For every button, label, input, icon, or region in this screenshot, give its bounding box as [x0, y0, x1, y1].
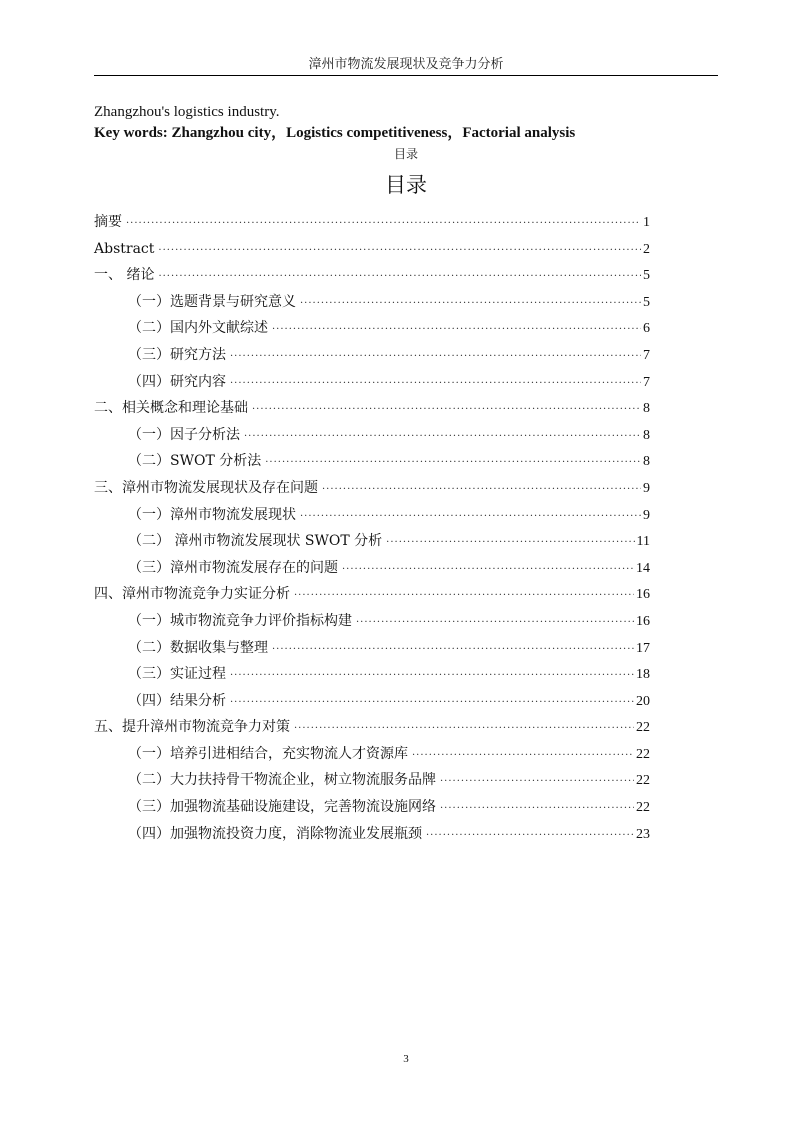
toc-entry[interactable]	[94, 581, 650, 608]
toc-entry-page-number: 23	[636, 826, 650, 842]
toc-entry-page-number: 7	[643, 374, 650, 390]
toc-entry-page-number: 8	[643, 401, 650, 417]
toc-dot-leader	[294, 716, 634, 743]
toc-entry-label: （一）因子分析法	[128, 426, 240, 443]
toc-entry[interactable]	[94, 395, 650, 422]
toc-entry[interactable]	[94, 422, 650, 449]
toc-entry-label: （三）加强物流基础设施建设，完善物流设施网络	[128, 799, 436, 816]
toc-entry-page-number: 16	[636, 587, 650, 603]
toc-entry-page-number: 1	[643, 215, 650, 230]
toc-entry-label: （二）大力扶持骨干物流企业，树立物流服务品牌	[128, 772, 436, 789]
toc-dot-leader	[158, 238, 641, 265]
toc-entry-page-number: 8	[643, 454, 650, 470]
toc-dot-leader	[300, 504, 641, 531]
toc-entry[interactable]	[94, 369, 650, 396]
toc-entry-page-number: 6	[643, 321, 650, 337]
toc-entry[interactable]	[94, 635, 650, 662]
toc-entry[interactable]	[94, 475, 650, 502]
toc-dot-leader	[265, 450, 641, 477]
toc-dot-leader	[356, 610, 634, 637]
toc-entry-page-number: 2	[643, 241, 650, 257]
toc-entry[interactable]	[94, 448, 650, 475]
abstract-closing-line: Zhangzhou's logistics industry.	[94, 104, 280, 120]
toc-entry-label: 二、相关概念和理论基础	[94, 400, 248, 417]
header-divider	[94, 75, 718, 76]
toc-dot-leader	[126, 211, 641, 238]
toc-entry-page-number: 5	[643, 268, 650, 284]
toc-entry[interactable]	[94, 608, 650, 635]
toc-dot-leader	[230, 663, 634, 690]
toc-dot-leader	[440, 796, 634, 823]
toc-entry-page-number: 22	[636, 720, 650, 736]
toc-entry-page-number: 5	[643, 294, 650, 310]
toc-dot-leader	[322, 477, 641, 504]
toc-dot-leader	[230, 371, 641, 398]
toc-entry-label: （二）数据收集与整理	[128, 639, 268, 656]
toc-entry-label: （四）研究内容	[128, 373, 226, 390]
toc-entry[interactable]	[94, 741, 650, 768]
toc-entry-page-number: 17	[636, 640, 650, 656]
toc-entry[interactable]	[94, 528, 650, 555]
toc-entry[interactable]	[94, 502, 650, 529]
toc-dot-leader	[158, 264, 641, 291]
toc-entry-label: （一）选题背景与研究意义	[128, 293, 296, 310]
toc-entry-label: （二）国内外文献综述	[128, 320, 268, 337]
toc-entry[interactable]	[94, 688, 650, 715]
toc-entry-label: （三）漳州市物流发展存在的问题	[128, 559, 338, 576]
toc-entry-label: （三）研究方法	[128, 346, 226, 363]
toc-dot-leader	[272, 637, 634, 664]
toc-entry-page-number: 9	[643, 480, 650, 496]
toc-entry-page-number: 22	[636, 746, 650, 762]
toc-entry-page-number: 16	[636, 613, 650, 629]
toc-entry-label: （二）SWOT 分析法	[128, 453, 262, 470]
toc-entry[interactable]	[94, 209, 650, 236]
toc-entry-label: 五、提升漳州市物流竞争力对策	[94, 719, 290, 736]
toc-dot-leader	[440, 769, 634, 796]
toc-entry[interactable]	[94, 342, 650, 369]
toc-entry-label: Abstract	[94, 240, 155, 257]
toc-entry[interactable]	[94, 821, 650, 848]
toc-entry[interactable]	[94, 315, 650, 342]
toc-dot-leader	[272, 317, 641, 344]
toc-entry-label: 三、漳州市物流发展现状及存在问题	[94, 479, 318, 496]
toc-dot-leader	[230, 344, 641, 371]
toc-dot-leader	[426, 823, 634, 850]
toc-entry-page-number: 9	[643, 507, 650, 523]
running-header: 漳州市物流发展现状及竞争力分析	[308, 57, 504, 72]
toc-entry-label: （四）结果分析	[128, 692, 226, 709]
toc-entry-label: （四）加强物流投资力度，消除物流业发展瓶颈	[128, 825, 422, 842]
toc-entry-page-number: 22	[636, 773, 650, 789]
toc-entry[interactable]	[94, 714, 650, 741]
toc-entry-label: （一）城市物流竞争力评价指标构建	[128, 612, 352, 629]
table-of-contents	[94, 209, 650, 847]
toc-entry-label: （三）实证过程	[128, 666, 226, 683]
toc-dot-leader	[294, 583, 634, 610]
toc-entry[interactable]	[94, 661, 650, 688]
toc-entry-page-number: 22	[636, 800, 650, 816]
toc-entry-label: 摘要	[94, 214, 122, 230]
toc-entry[interactable]	[94, 767, 650, 794]
toc-title: 目录	[385, 173, 427, 197]
toc-entry-label: 一、 绪论	[94, 267, 155, 284]
toc-entry-page-number: 8	[643, 427, 650, 443]
toc-dot-leader	[342, 557, 634, 584]
toc-dot-leader	[252, 397, 641, 424]
toc-dot-leader	[244, 424, 641, 451]
toc-entry-label: （一）漳州市物流发展现状	[128, 506, 296, 523]
toc-entry-label: 四、漳州市物流竞争力实证分析	[94, 586, 290, 603]
keywords-line: Key words: Zhangzhou city，Logistics competitiveness，Factorial analysis	[94, 125, 576, 141]
toc-entry-label: （二） 漳州市物流发展现状 SWOT 分析	[128, 533, 383, 550]
toc-entry-page-number: 11	[636, 534, 650, 550]
toc-dot-leader	[230, 690, 634, 717]
toc-dot-leader	[412, 743, 634, 770]
toc-dot-leader	[300, 291, 641, 318]
toc-entry[interactable]	[94, 236, 650, 263]
toc-entry-page-number: 18	[636, 667, 650, 683]
toc-entry-page-number: 14	[636, 560, 650, 576]
toc-entry-page-number: 7	[643, 347, 650, 363]
toc-entry-label: （一）培养引进相结合，充实物流人才资源库	[128, 745, 408, 762]
toc-entry[interactable]	[94, 794, 650, 821]
page-number: 3	[403, 1053, 409, 1065]
toc-small-title: 目录	[393, 147, 418, 161]
toc-dot-leader	[386, 530, 634, 557]
toc-entry-page-number: 20	[636, 693, 650, 709]
toc-entry[interactable]	[94, 555, 650, 582]
toc-entry[interactable]	[94, 289, 650, 316]
toc-entry[interactable]	[94, 262, 650, 289]
